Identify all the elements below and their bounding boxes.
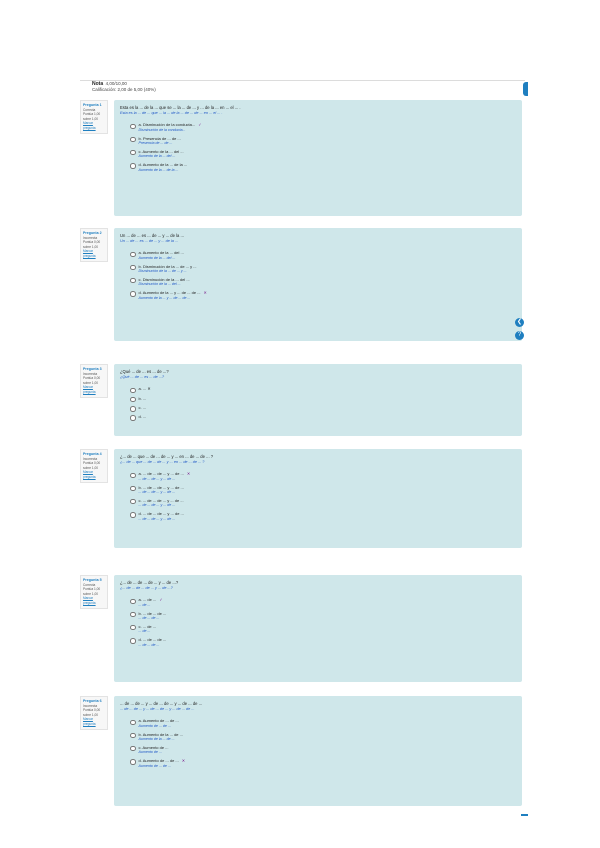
question-status: Correcta (83, 107, 96, 112)
question-content (114, 696, 522, 806)
option-label: Aumento de la ... de la ... (142, 161, 188, 167)
answer-option[interactable] (130, 745, 516, 756)
option-label: Aumento de ... de ... (142, 757, 179, 763)
question-info (80, 575, 108, 609)
radio-button[interactable] (130, 406, 136, 412)
option-letter: a. (138, 386, 142, 392)
option-translation: ... de ... de ... (138, 642, 160, 647)
radio-button[interactable] (130, 486, 136, 492)
question-status: Incorrecta (83, 456, 98, 461)
option-translation: Disminución de la ... de ... y ... (138, 269, 187, 274)
radio-button[interactable] (130, 124, 136, 130)
answer-option[interactable] (130, 471, 516, 482)
radio-button[interactable] (130, 612, 136, 618)
option-translation: ... de ... de ... y ... de ... (138, 490, 176, 495)
answer-option[interactable] (130, 264, 516, 275)
option-letter: a. (138, 122, 142, 128)
radio-button[interactable] (130, 415, 136, 421)
radio-button[interactable] (130, 252, 136, 258)
correct-mark-icon: ✓ (159, 597, 163, 603)
question-points: Puntúa 0,00 sobre 1,00 (83, 708, 101, 717)
answer-option[interactable] (130, 122, 516, 133)
option-label: ... (142, 395, 147, 401)
option-letter: a. (138, 597, 142, 603)
answer-option[interactable] (130, 498, 516, 509)
option-label: ... de ... de ... y ... de ... (142, 497, 184, 503)
option-label: ... (142, 414, 147, 420)
question-translation: ¿Qué ... de ... es ... de ...? (120, 375, 165, 379)
radio-button[interactable] (130, 499, 136, 505)
option-translation: Presencia de ... de ... (138, 141, 173, 146)
option-letter: d. (138, 161, 142, 167)
option-translation: Aumento de la ... del ... (138, 256, 176, 260)
option-translation: Aumento de la ... de ... (138, 737, 175, 742)
option-translation: Aumento de ... de ... (138, 724, 171, 728)
option-translation: ... de ... (138, 603, 151, 607)
answer-options (130, 386, 516, 421)
question-translation: Esta es la ... de ... que ... la ... de la ... de ... de ... en ... el ... . (120, 111, 223, 115)
question-content (114, 228, 522, 341)
answer-option[interactable] (130, 162, 516, 173)
answer-option[interactable] (130, 511, 516, 522)
answer-option[interactable] (130, 624, 516, 635)
answer-option[interactable] (130, 485, 516, 496)
option-translation: Aumento de la ... del ... (138, 154, 176, 159)
option-translation: ... de ... de ... y ... de ... (138, 516, 176, 521)
radio-button[interactable] (130, 291, 136, 297)
answer-option[interactable] (130, 136, 516, 147)
option-letter: b. (138, 610, 142, 616)
option-label: Disminución de la ... del ... (142, 276, 190, 282)
question-content (114, 449, 522, 548)
question-info (80, 696, 108, 730)
option-translation: Aumento de la ... de la ... (138, 167, 179, 172)
flag-question-link[interactable]: Marcar pregunta (83, 596, 96, 605)
collapse-icon[interactable]: ❮ (516, 319, 523, 325)
question-translation: ... de ... de ... y ... de ... de ... y ... de ... de ... (120, 707, 195, 711)
question-number: Pregunta 5 (83, 578, 102, 582)
radio-button[interactable] (130, 746, 136, 752)
option-letter: b. (138, 135, 142, 141)
radio-button[interactable] (130, 599, 136, 605)
option-label: ... de ... de ... y ... de ... (142, 471, 184, 477)
correct-mark-icon: ✓ (198, 122, 202, 128)
question-status: Incorrecta (83, 235, 98, 240)
option-translation: Disminución de la ... del ... (138, 282, 181, 287)
answer-options (130, 718, 516, 768)
question-4 (80, 449, 522, 548)
option-label: ... de ... de ... y ... de ... (142, 510, 184, 516)
answer-option[interactable] (130, 149, 516, 160)
radio-button[interactable] (130, 265, 136, 271)
flag-question-link[interactable]: Marcar pregunta (83, 385, 96, 394)
flag-question-link[interactable]: Marcar pregunta (83, 249, 96, 258)
answer-option[interactable] (130, 637, 516, 648)
question-1 (80, 100, 522, 216)
question-text: ... de ... de ... y ... de ... de ... y ... de ... de ... (120, 701, 203, 706)
answer-option[interactable] (130, 758, 516, 769)
option-label: ... de ... (142, 597, 157, 603)
answer-option[interactable] (130, 611, 516, 622)
question-5 (80, 575, 522, 682)
answer-option[interactable] (130, 386, 516, 393)
question-info (80, 364, 108, 398)
option-letter: d. (138, 414, 142, 420)
option-translation: Aumento de ... de ... (138, 763, 171, 768)
radio-button[interactable] (130, 473, 136, 479)
question-translation: ¿... de ... de ... de ... y ... de ...? (120, 586, 173, 590)
question-number: Pregunta 4 (83, 452, 102, 456)
radio-button[interactable] (130, 137, 136, 143)
question-number: Pregunta 1 (83, 103, 102, 107)
help-icon[interactable]: ? (515, 331, 524, 340)
question-content (114, 575, 522, 682)
option-translation: ... de ... de ... (138, 616, 160, 621)
answer-option[interactable] (130, 718, 516, 729)
option-letter: d. (138, 289, 142, 295)
question-number: Pregunta 6 (83, 699, 102, 703)
answer-option[interactable] (130, 597, 516, 608)
answer-options (130, 122, 516, 172)
question-points: Puntúa 0,00 sobre 1,00 (83, 461, 101, 470)
question-text: Esta es la ... de la ... que se ... la ... de ... y ... de la ... en ... el ... . (120, 105, 241, 110)
answer-option[interactable] (130, 290, 516, 301)
question-content (114, 364, 522, 436)
grade-label: Nota (92, 81, 104, 87)
page-end-marker (521, 814, 528, 816)
option-label: Aumento de la ... del ... (142, 148, 184, 154)
question-text: ¿Qué ... de ... es ... de ...? (120, 369, 169, 374)
flag-question-link[interactable]: Marcar pregunta (83, 717, 96, 726)
radio-button[interactable] (130, 720, 136, 726)
option-label: Aumento de la ... de ... (142, 731, 183, 737)
question-content (114, 100, 522, 216)
question-status: Incorrecta (83, 371, 98, 376)
incorrect-mark-icon: ✕ (186, 471, 191, 477)
radio-button[interactable] (130, 278, 136, 284)
option-translation: Disminución de la conducta... (138, 128, 186, 132)
question-3 (80, 364, 522, 436)
question-points: Puntúa 1,00 sobre 1,00 (83, 112, 101, 121)
option-letter: a. (138, 250, 142, 256)
radio-button[interactable] (130, 512, 136, 518)
answer-option[interactable] (130, 250, 516, 261)
question-status: Incorrecta (83, 703, 98, 708)
grade-value: 4,00/10,00 (105, 81, 127, 86)
score-line: Calificación: 2,00 de 5,00 (40%) (92, 87, 156, 92)
option-translation: ... de ... de ... y ... de ... (138, 477, 176, 481)
question-2 (80, 228, 522, 341)
radio-button[interactable] (130, 388, 136, 394)
option-label: Aumento de ... de ... (142, 718, 179, 724)
question-6 (80, 696, 522, 806)
flag-question-link[interactable]: Marcar pregunta (83, 470, 96, 479)
option-label: ... ✕ (142, 386, 151, 392)
option-letter: b. (138, 484, 142, 490)
question-number: Pregunta 3 (83, 367, 102, 371)
answer-option[interactable] (130, 732, 516, 743)
option-translation: ... de ... de ... y ... de ... (138, 503, 176, 508)
radio-button[interactable] (130, 759, 136, 765)
radio-button[interactable] (130, 163, 136, 169)
option-label: ... (142, 404, 147, 410)
option-translation: Aumento de ... (138, 750, 162, 755)
answer-options (130, 471, 516, 521)
radio-button[interactable] (130, 638, 136, 644)
option-label: Presencia de ... de ... (142, 135, 181, 141)
option-letter: c. (138, 623, 142, 629)
option-translation: ... de ... (138, 629, 151, 634)
question-translation: Un ... de ... es ... de ... y ... de la ... (120, 239, 179, 243)
question-info (80, 100, 108, 134)
answer-option[interactable] (130, 405, 516, 412)
option-label: Disminución de la ... de ... y ... (142, 263, 197, 269)
option-letter: d. (138, 510, 142, 516)
option-label: ... de ... de ... (142, 610, 167, 616)
answer-option[interactable] (130, 396, 516, 403)
question-points: Puntúa 1,00 sobre 1,00 (83, 587, 101, 596)
answer-option[interactable] (130, 277, 516, 288)
radio-button[interactable] (130, 733, 136, 739)
incorrect-mark-icon: ✕ (203, 289, 207, 295)
radio-button[interactable] (130, 625, 136, 631)
radio-button[interactable] (130, 397, 136, 403)
question-number: Pregunta 2 (83, 231, 102, 235)
flag-question-link[interactable]: Marcar pregunta (83, 121, 96, 130)
radio-button[interactable] (130, 150, 136, 156)
option-letter: c. (138, 744, 142, 750)
option-letter: c. (138, 148, 142, 154)
answer-options (130, 250, 516, 300)
answer-options (130, 597, 516, 647)
question-points: Puntúa 0,00 sobre 1,00 (83, 376, 101, 385)
option-letter: c. (138, 404, 142, 410)
option-label: Aumento de ... (142, 744, 169, 750)
option-letter: d. (138, 636, 142, 642)
option-letter: c. (138, 276, 142, 282)
option-letter: a. (138, 471, 142, 477)
question-info (80, 449, 108, 483)
option-label: Aumento de la ... y ... de ... de ... (142, 289, 201, 295)
question-translation: ¿... de ... que ... de ... de ... y ... en ... de ... de ... ? (120, 460, 205, 464)
option-label: ... de ... de ... (142, 636, 167, 642)
option-label: ... de ... de ... y ... de ... (142, 484, 184, 490)
answer-option[interactable] (130, 414, 516, 421)
option-letter: c. (138, 497, 142, 503)
question-status: Correcta (83, 582, 96, 587)
drawer-toggle-tab[interactable] (523, 82, 528, 96)
option-letter: b. (138, 263, 142, 269)
question-text: Un ... de ... es ... de ... y ... de la ... (120, 233, 185, 238)
option-label: Disminución de la conducta... (142, 122, 196, 128)
option-translation: Aumento de la ... y ... de ... de ... (138, 295, 191, 300)
question-text: ¿... de ... de ... de ... y ... de ...? (120, 580, 179, 585)
option-letter: a. (138, 718, 142, 724)
question-points: Puntúa 0,00 sobre 1,00 (83, 240, 101, 249)
question-text: ¿... de ... que ... de ... de ... y ... en ... de ... de ... ? (120, 454, 214, 459)
option-letter: d. (138, 757, 142, 763)
incorrect-mark-icon: ✕ (181, 757, 186, 763)
question-info (80, 228, 108, 262)
option-letter: b. (138, 731, 142, 737)
option-label: ... de ... (142, 623, 157, 629)
grade-summary (92, 81, 156, 93)
option-label: Aumento de la ... del ... (142, 250, 184, 256)
option-letter: b. (138, 395, 142, 401)
